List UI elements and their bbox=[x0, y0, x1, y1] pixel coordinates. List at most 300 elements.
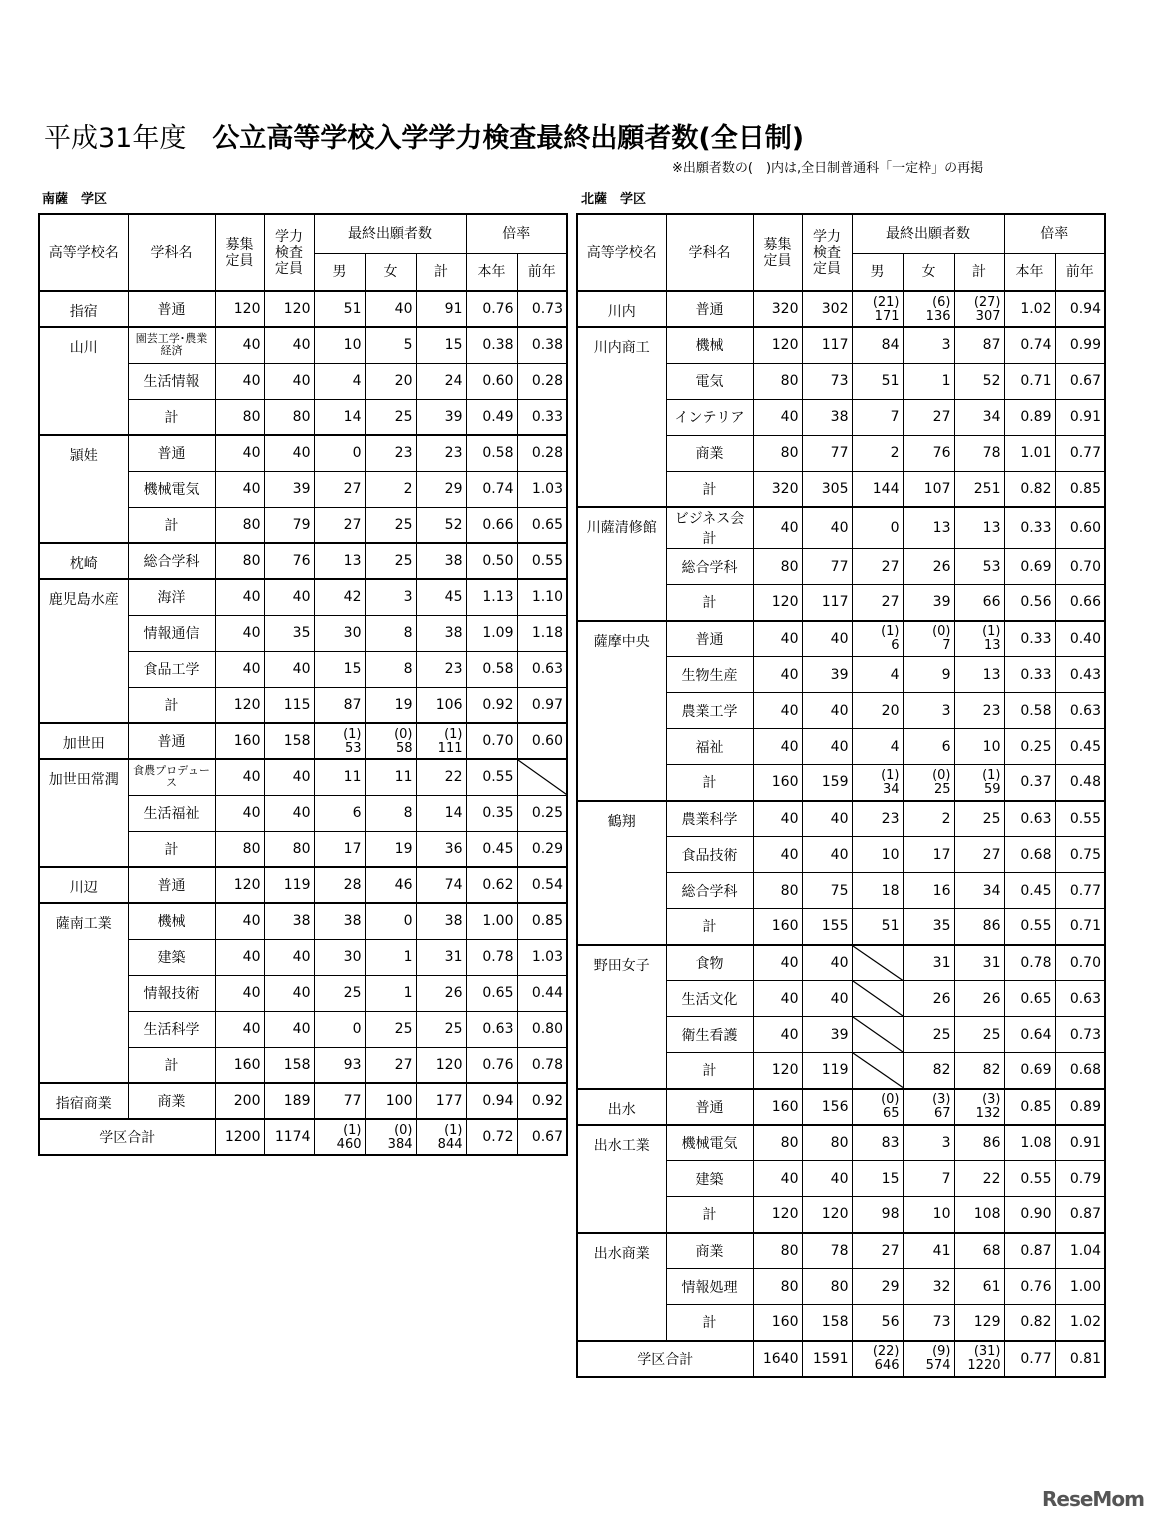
table-cell bbox=[852, 291, 903, 327]
table-cell: 4 bbox=[314, 363, 365, 399]
table-row bbox=[39, 579, 567, 615]
table-cell: 0.77 bbox=[1004, 1341, 1055, 1377]
table-cell: 0.48 bbox=[1055, 765, 1105, 801]
table-cell: 25 bbox=[314, 975, 365, 1011]
department-name: 機械電気 bbox=[128, 471, 215, 507]
table-cell: 40 bbox=[802, 981, 852, 1017]
table-cell: 120 bbox=[753, 327, 802, 363]
header-prev_year: 前年 bbox=[1055, 253, 1105, 291]
table-cell: 27 bbox=[314, 471, 365, 507]
table-cell: 0.63 bbox=[517, 651, 567, 687]
resemom-logo: ReseMom bbox=[1042, 1487, 1144, 1511]
quota-count: (1) bbox=[982, 624, 1001, 640]
table-cell: 0.94 bbox=[1055, 291, 1105, 327]
department-name: 計 bbox=[128, 507, 215, 543]
table-cell: 0.64 bbox=[1004, 1017, 1055, 1053]
department-name: 普通 bbox=[666, 621, 753, 657]
table-cell: 0.33 bbox=[1004, 657, 1055, 693]
count: 67 bbox=[933, 1106, 951, 1121]
table-cell: 0.78 bbox=[1004, 945, 1055, 981]
table-cell: 77 bbox=[314, 1083, 365, 1119]
table-cell: 40 bbox=[264, 363, 314, 399]
table-cell: 160 bbox=[753, 765, 802, 801]
table-cell: 80 bbox=[753, 1233, 802, 1269]
department-name: 計 bbox=[128, 399, 215, 435]
table-cell: 0.76 bbox=[1004, 1269, 1055, 1305]
table-cell: 0 bbox=[852, 507, 903, 549]
table-cell: 0.89 bbox=[1004, 399, 1055, 435]
table-cell: 40 bbox=[215, 903, 264, 939]
table-cell: 17 bbox=[314, 831, 365, 867]
table-cell: 25 bbox=[903, 1017, 954, 1053]
table-cell: 120 bbox=[753, 585, 802, 621]
table-cell: 0.82 bbox=[1004, 471, 1055, 507]
header-total: 計 bbox=[416, 253, 466, 291]
table-cell: 38 bbox=[802, 399, 852, 435]
header-school: 高等学校名 bbox=[577, 214, 666, 291]
table-row bbox=[577, 945, 1105, 981]
table-cell: 3 bbox=[365, 579, 416, 615]
table-cell: 26 bbox=[416, 975, 466, 1011]
quota-count: (3) bbox=[982, 1092, 1001, 1107]
table-cell: 0.63 bbox=[1055, 981, 1105, 1017]
table-cell: 76 bbox=[264, 543, 314, 579]
count: 384 bbox=[387, 1136, 413, 1152]
table-cell: 1.13 bbox=[466, 579, 517, 615]
table-row bbox=[39, 903, 567, 939]
table-cell: 3 bbox=[903, 327, 954, 363]
table-cell: 40 bbox=[802, 693, 852, 729]
quota-count: (1) bbox=[881, 767, 900, 783]
table-cell: 82 bbox=[903, 1053, 954, 1089]
table-cell: 40 bbox=[264, 939, 314, 975]
table-cell: 40 bbox=[215, 975, 264, 1011]
table-cell: 27 bbox=[365, 1047, 416, 1083]
table-row bbox=[577, 291, 1105, 327]
table-cell: 0.72 bbox=[466, 1119, 517, 1155]
header-cap: 募集定員 bbox=[215, 214, 264, 291]
school-name: 川薩清修館 bbox=[577, 507, 666, 621]
diagonal-slash-icon bbox=[853, 1053, 903, 1088]
quota-count: (1) bbox=[881, 624, 900, 640]
table-cell: 25 bbox=[365, 507, 416, 543]
department-name: 海洋 bbox=[128, 579, 215, 615]
table-cell: 74 bbox=[416, 867, 466, 903]
table-cell: 10 bbox=[314, 327, 365, 363]
table-cell: 25 bbox=[365, 1011, 416, 1047]
quota-count: (0) bbox=[932, 767, 951, 783]
table-cell: 0.33 bbox=[1004, 621, 1055, 657]
table-cell: 39 bbox=[264, 471, 314, 507]
table-cell: 68 bbox=[954, 1233, 1004, 1269]
applicants-table-nansatsu bbox=[38, 213, 568, 1156]
header-female: 女 bbox=[365, 253, 416, 291]
table-cell: 80 bbox=[753, 873, 802, 909]
table-cell bbox=[314, 1119, 365, 1155]
table-cell: 46 bbox=[365, 867, 416, 903]
table-cell bbox=[365, 1119, 416, 1155]
table-cell: 86 bbox=[954, 1125, 1004, 1161]
department-name: 総合学科 bbox=[666, 549, 753, 585]
table-cell: 19 bbox=[365, 687, 416, 723]
table-cell: 0.70 bbox=[1055, 549, 1105, 585]
department-name: ビジネス会計 bbox=[666, 507, 753, 549]
table-cell: 30 bbox=[314, 615, 365, 651]
table-cell: 56 bbox=[852, 1305, 903, 1341]
department-name: 情報技術 bbox=[128, 975, 215, 1011]
table-cell: 1.03 bbox=[517, 471, 567, 507]
table-cell: 0.77 bbox=[1055, 873, 1105, 909]
quota-count: (3) bbox=[932, 1092, 951, 1107]
table-cell: 38 bbox=[416, 615, 466, 651]
blank-diagonal-cell bbox=[852, 1017, 903, 1053]
header-school: 高等学校名 bbox=[39, 214, 128, 291]
quota-count: (22) bbox=[872, 1344, 900, 1359]
school-name: 鶴翔 bbox=[577, 801, 666, 945]
table-cell: 14 bbox=[416, 795, 466, 831]
table-cell: 0.37 bbox=[1004, 765, 1055, 801]
table-cell: 98 bbox=[852, 1197, 903, 1233]
department-name: 福祉 bbox=[666, 729, 753, 765]
school-name: 出水 bbox=[577, 1089, 666, 1125]
table-cell: 40 bbox=[264, 759, 314, 795]
table-cell: 0.45 bbox=[1055, 729, 1105, 765]
table-cell: 84 bbox=[852, 327, 903, 363]
table-cell: 39 bbox=[416, 399, 466, 435]
department-name: 生物生産 bbox=[666, 657, 753, 693]
table-cell: 13 bbox=[954, 657, 1004, 693]
table-cell: 20 bbox=[365, 363, 416, 399]
table-cell: 40 bbox=[753, 621, 802, 657]
count: 13 bbox=[983, 638, 1001, 654]
department-name: 食農プロデュース bbox=[128, 759, 215, 795]
table-cell: 13 bbox=[903, 507, 954, 549]
table-cell: 91 bbox=[416, 291, 466, 327]
table-cell bbox=[903, 1341, 954, 1377]
table-row bbox=[577, 801, 1105, 837]
table-cell: 0.75 bbox=[1055, 837, 1105, 873]
department-name: 普通 bbox=[128, 867, 215, 903]
table-cell: 25 bbox=[365, 543, 416, 579]
count: 844 bbox=[437, 1136, 463, 1152]
header-male: 男 bbox=[852, 253, 903, 291]
table-cell: 0.55 bbox=[1004, 1161, 1055, 1197]
table-cell: 22 bbox=[416, 759, 466, 795]
table-cell: 78 bbox=[954, 435, 1004, 471]
table-cell: 27 bbox=[903, 399, 954, 435]
table-cell: 108 bbox=[954, 1197, 1004, 1233]
table-cell: 156 bbox=[802, 1089, 852, 1125]
table-cell: 0.60 bbox=[517, 723, 567, 759]
table-cell bbox=[365, 723, 416, 759]
table-cell: 0.70 bbox=[1055, 945, 1105, 981]
table-cell: 117 bbox=[802, 327, 852, 363]
header-applicants: 最終出願者数 bbox=[852, 214, 1004, 253]
table-cell: 80 bbox=[753, 1269, 802, 1305]
table-cell: 2 bbox=[365, 471, 416, 507]
table-cell: 35 bbox=[264, 615, 314, 651]
table-row bbox=[39, 867, 567, 903]
table-cell: 144 bbox=[852, 471, 903, 507]
table-cell: 0.65 bbox=[517, 507, 567, 543]
table-cell: 20 bbox=[852, 693, 903, 729]
table-cell: 177 bbox=[416, 1083, 466, 1119]
table-cell: 0.76 bbox=[466, 1047, 517, 1083]
header-cap: 募集定員 bbox=[753, 214, 802, 291]
quota-count: (1) bbox=[343, 726, 362, 742]
table-cell: 0 bbox=[314, 435, 365, 471]
school-name: 加世田常潤 bbox=[39, 759, 128, 867]
table-cell: 106 bbox=[416, 687, 466, 723]
table-cell: 0.50 bbox=[466, 543, 517, 579]
table-cell: 160 bbox=[753, 1089, 802, 1125]
table-cell: 27 bbox=[314, 507, 365, 543]
table-cell: 1.09 bbox=[466, 615, 517, 651]
table-cell: 40 bbox=[264, 795, 314, 831]
table-cell: 25 bbox=[954, 801, 1004, 837]
department-name: 建築 bbox=[128, 939, 215, 975]
table-cell: 320 bbox=[753, 291, 802, 327]
table-cell: 40 bbox=[753, 1017, 802, 1053]
table-cell: 120 bbox=[416, 1047, 466, 1083]
department-name: 衛生看護 bbox=[666, 1017, 753, 1053]
table-cell bbox=[954, 1089, 1004, 1125]
table-cell: 1.00 bbox=[1055, 1269, 1105, 1305]
diagonal-slash-icon bbox=[853, 981, 903, 1016]
table-cell: 305 bbox=[802, 471, 852, 507]
table-cell: 34 bbox=[954, 399, 1004, 435]
table-cell: 40 bbox=[215, 435, 264, 471]
table-cell: 61 bbox=[954, 1269, 1004, 1305]
table-cell: 0.92 bbox=[517, 1083, 567, 1119]
table-cell: 0.63 bbox=[1004, 801, 1055, 837]
table-cell: 40 bbox=[264, 1011, 314, 1047]
table-cell: 4 bbox=[852, 657, 903, 693]
header-dept: 学科名 bbox=[128, 214, 215, 291]
department-name: インテリア bbox=[666, 399, 753, 435]
school-name: 川辺 bbox=[39, 867, 128, 903]
table-cell: 0.60 bbox=[1055, 507, 1105, 549]
school-name: 川内 bbox=[577, 291, 666, 327]
table-cell: 0.44 bbox=[517, 975, 567, 1011]
table-cell: 52 bbox=[416, 507, 466, 543]
table-cell: 39 bbox=[802, 657, 852, 693]
table-cell: 13 bbox=[314, 543, 365, 579]
table-cell: 0.49 bbox=[466, 399, 517, 435]
quota-count: (9) bbox=[932, 1344, 951, 1359]
table-row bbox=[577, 1089, 1105, 1125]
department-name: 普通 bbox=[128, 723, 215, 759]
table-cell bbox=[314, 723, 365, 759]
table-cell: 5 bbox=[365, 327, 416, 363]
table-cell: 52 bbox=[954, 363, 1004, 399]
table-cell: 0.76 bbox=[466, 291, 517, 327]
table-cell bbox=[903, 765, 954, 801]
table-cell: 0.40 bbox=[1055, 621, 1105, 657]
footnote: ※出願者数の( )内は,全日制普通科「一定枠」の再掲 bbox=[672, 161, 984, 176]
table-cell: 78 bbox=[802, 1233, 852, 1269]
table-cell: 15 bbox=[852, 1161, 903, 1197]
table-cell: 160 bbox=[753, 909, 802, 945]
blank-diagonal-cell bbox=[852, 981, 903, 1017]
header-total: 計 bbox=[954, 253, 1004, 291]
table-cell: 129 bbox=[954, 1305, 1004, 1341]
table-cell: 31 bbox=[903, 945, 954, 981]
table-cell: 0.58 bbox=[1004, 693, 1055, 729]
table-cell: 1.03 bbox=[517, 939, 567, 975]
table-cell: 40 bbox=[753, 657, 802, 693]
quota-count: (21) bbox=[872, 294, 900, 310]
table-cell: 80 bbox=[753, 363, 802, 399]
table-cell: 27 bbox=[852, 549, 903, 585]
table-cell: 1.08 bbox=[1004, 1125, 1055, 1161]
table-cell: 8 bbox=[365, 795, 416, 831]
school-name: 指宿商業 bbox=[39, 1083, 128, 1119]
table-cell bbox=[903, 1089, 954, 1125]
department-name: 機械 bbox=[666, 327, 753, 363]
table-cell: 0.63 bbox=[466, 1011, 517, 1047]
table-cell: 40 bbox=[264, 579, 314, 615]
table-cell: 120 bbox=[753, 1053, 802, 1089]
school-name: 出水工業 bbox=[577, 1125, 666, 1233]
count: 53 bbox=[344, 740, 362, 756]
header-rate: 倍率 bbox=[1004, 214, 1105, 253]
table-cell: 14 bbox=[314, 399, 365, 435]
table-cell: 34 bbox=[954, 873, 1004, 909]
table-cell: 0.28 bbox=[517, 363, 567, 399]
table-cell: 0 bbox=[365, 903, 416, 939]
table-cell: 13 bbox=[954, 507, 1004, 549]
table-cell: 51 bbox=[852, 363, 903, 399]
table-cell: 10 bbox=[852, 837, 903, 873]
table-cell: 0.78 bbox=[517, 1047, 567, 1083]
diagonal-slash-icon bbox=[853, 946, 903, 981]
table-cell: 42 bbox=[314, 579, 365, 615]
table-cell: 160 bbox=[215, 723, 264, 759]
table-cell: 73 bbox=[802, 363, 852, 399]
table-cell: 40 bbox=[802, 621, 852, 657]
table-cell: 107 bbox=[903, 471, 954, 507]
table-cell: 0.55 bbox=[1055, 801, 1105, 837]
table-cell: 0.66 bbox=[1055, 585, 1105, 621]
table-cell: 0.60 bbox=[466, 363, 517, 399]
table-cell: 15 bbox=[416, 327, 466, 363]
quota-count: (1) bbox=[343, 1122, 362, 1138]
district-total-row bbox=[39, 1119, 567, 1155]
table-cell: 0.25 bbox=[1004, 729, 1055, 765]
table-cell: 120 bbox=[753, 1197, 802, 1233]
table-cell: 160 bbox=[215, 1047, 264, 1083]
school-name: 山川 bbox=[39, 327, 128, 435]
table-cell: 1.10 bbox=[517, 579, 567, 615]
table-cell: 0.89 bbox=[1055, 1089, 1105, 1125]
table-cell: 17 bbox=[903, 837, 954, 873]
table-cell: 53 bbox=[954, 549, 1004, 585]
diagonal-slash-icon bbox=[853, 1017, 903, 1052]
table-cell: 40 bbox=[215, 471, 264, 507]
table-cell: 38 bbox=[416, 903, 466, 939]
table-cell: 0.55 bbox=[517, 543, 567, 579]
department-name: 農業科学 bbox=[666, 801, 753, 837]
district-label-hokusatsu: 北薩 学区 bbox=[581, 192, 647, 207]
table-cell: 31 bbox=[416, 939, 466, 975]
table-cell: 0.25 bbox=[517, 795, 567, 831]
table-cell: 40 bbox=[802, 1161, 852, 1197]
table-cell: 0.63 bbox=[1055, 693, 1105, 729]
table-cell: 0.38 bbox=[466, 327, 517, 363]
school-name: 野田女子 bbox=[577, 945, 666, 1089]
count: 6 bbox=[891, 638, 900, 654]
table-cell: 40 bbox=[753, 1161, 802, 1197]
department-name: 商業 bbox=[128, 1083, 215, 1119]
table-cell: 16 bbox=[903, 873, 954, 909]
table-cell bbox=[954, 765, 1004, 801]
count: 646 bbox=[874, 1358, 900, 1373]
table-cell: 6 bbox=[314, 795, 365, 831]
department-name: 建築 bbox=[666, 1161, 753, 1197]
table-cell: 0.54 bbox=[517, 867, 567, 903]
table-cell: 80 bbox=[753, 435, 802, 471]
table-cell: 40 bbox=[264, 651, 314, 687]
table-cell bbox=[852, 621, 903, 657]
department-name: 生活文化 bbox=[666, 981, 753, 1017]
table-cell bbox=[954, 621, 1004, 657]
table-cell: 0.87 bbox=[1004, 1233, 1055, 1269]
table-cell: 0.81 bbox=[1055, 1341, 1105, 1377]
table-cell: 0.68 bbox=[1004, 837, 1055, 873]
department-name: 計 bbox=[128, 687, 215, 723]
table-cell: 0.92 bbox=[466, 687, 517, 723]
table-cell: 80 bbox=[215, 399, 264, 435]
table-cell: 15 bbox=[314, 651, 365, 687]
table-row bbox=[39, 723, 567, 759]
department-name: 機械電気 bbox=[666, 1125, 753, 1161]
department-name: 生活科学 bbox=[128, 1011, 215, 1047]
table-cell: 40 bbox=[753, 801, 802, 837]
table-row bbox=[577, 507, 1105, 549]
table-cell: 19 bbox=[365, 831, 416, 867]
table-cell: 0.87 bbox=[1055, 1197, 1105, 1233]
header-this_year: 本年 bbox=[1004, 253, 1055, 291]
table-cell: 11 bbox=[365, 759, 416, 795]
quota-count: (0) bbox=[394, 726, 413, 742]
table-cell: 23 bbox=[416, 435, 466, 471]
table-cell: 23 bbox=[852, 801, 903, 837]
table-cell: 0.73 bbox=[517, 291, 567, 327]
table-cell: 115 bbox=[264, 687, 314, 723]
department-name: 計 bbox=[666, 909, 753, 945]
blank-diagonal-cell bbox=[517, 759, 567, 795]
department-name: 計 bbox=[666, 585, 753, 621]
table-cell: 80 bbox=[753, 549, 802, 585]
table-cell: 29 bbox=[416, 471, 466, 507]
table-cell: 1174 bbox=[264, 1119, 314, 1155]
quota-count: (1) bbox=[444, 726, 463, 742]
table-cell bbox=[852, 1341, 903, 1377]
table-cell: 35 bbox=[903, 909, 954, 945]
table-cell: 251 bbox=[954, 471, 1004, 507]
table-cell: 302 bbox=[802, 291, 852, 327]
table-cell: 25 bbox=[365, 399, 416, 435]
count: 132 bbox=[975, 1106, 1001, 1121]
title-main: 公立高等学校入学学力検査最終出願者数(全日制) bbox=[212, 123, 805, 154]
table-cell: 27 bbox=[852, 585, 903, 621]
table-cell: 0.71 bbox=[1004, 363, 1055, 399]
table-cell: 40 bbox=[802, 729, 852, 765]
table-cell bbox=[416, 1119, 466, 1155]
table-cell: 0.55 bbox=[1004, 909, 1055, 945]
department-name: 普通 bbox=[128, 291, 215, 327]
